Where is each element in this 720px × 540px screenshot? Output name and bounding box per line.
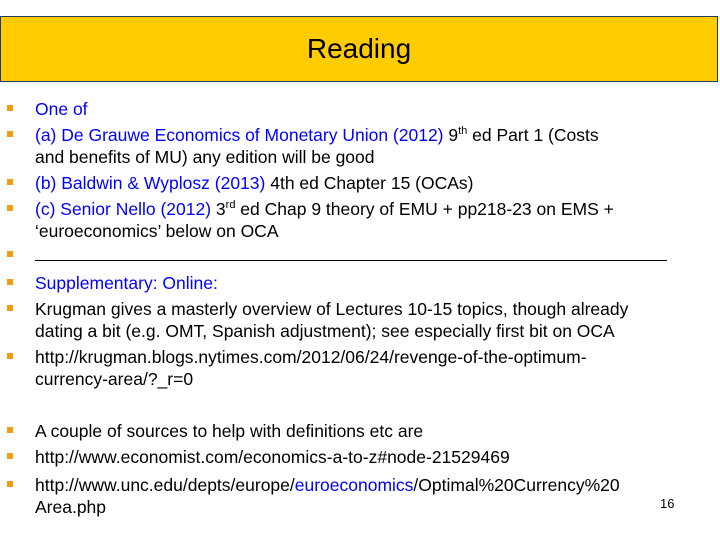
degrauwe-edition: 9: [443, 125, 459, 145]
title-bar: [0, 16, 718, 82]
baldwin-text: 4th ed Chapter 15 (OCAs): [265, 173, 474, 193]
sources-text: A couple of sources to help with definitions etc are: [35, 421, 424, 441]
baldwin-link[interactable]: (b) Baldwin & Wyplosz (2013): [35, 173, 266, 193]
slide-title: Reading: [306, 33, 412, 64]
supplementary-label: Supplementary: Online:: [35, 273, 218, 293]
economist-url[interactable]: http://www.economist.com/economics-a-to-z#node-21529469: [35, 447, 510, 467]
bullet-icon: [7, 279, 13, 285]
bullet-icon: [7, 453, 13, 459]
krugman-text-2: dating a bit (e.g. OMT, Spanish adjustment); see especially first bit on OCA: [35, 321, 615, 341]
degrauwe-text: ed Part 1 (Costs: [467, 125, 599, 145]
degrauwe-link[interactable]: (a) De Grauwe Economics of Monetary Union (2012): [35, 125, 444, 145]
bullet-icon: [7, 427, 13, 433]
euroeconomics-link[interactable]: euroeconomics: [294, 475, 414, 495]
unc-url-2[interactable]: Area.php: [35, 497, 107, 517]
krugman-url[interactable]: http://krugman.blogs.nytimes.com/2012/06/24/revenge-of-the-optimum-: [35, 347, 587, 367]
unc-url[interactable]: http://www.unc.edu/depts/europe/: [35, 475, 295, 495]
degrauwe-text-2: and benefits of MU) any edition will be good: [35, 147, 375, 167]
senior-edition: 3: [211, 199, 226, 219]
krugman-text: Krugman gives a masterly overview of Lectures 10-15 topics, though already: [35, 299, 629, 319]
bullet-icon: [7, 353, 13, 359]
bullet-icon: [7, 305, 13, 311]
bullet-icon: [7, 131, 13, 137]
krugman-url-2[interactable]: currency-area/?_r=0: [35, 369, 194, 389]
bullet-icon: [7, 251, 13, 257]
unc-url-rest[interactable]: /Optimal%20Currency%20: [413, 475, 620, 495]
degrauwe-edition-sup: th: [458, 125, 468, 138]
bullet-icon: [7, 481, 13, 487]
page-number: 16: [660, 496, 675, 511]
senior-edition-sup: rd: [225, 199, 236, 212]
bullet-icon: [7, 205, 13, 211]
senior-text-2: ‘euroeconomics’ below on OCA: [35, 221, 279, 241]
senior-text: ed Chap 9 theory of EMU + pp218-23 on EMS +: [235, 199, 614, 219]
bullet-icon: [7, 105, 13, 111]
senior-link[interactable]: (c) Senior Nello (2012): [35, 199, 212, 219]
horizontal-rule: [35, 260, 667, 261]
one-of-label: One of: [35, 99, 88, 119]
bullet-icon: [7, 179, 13, 185]
